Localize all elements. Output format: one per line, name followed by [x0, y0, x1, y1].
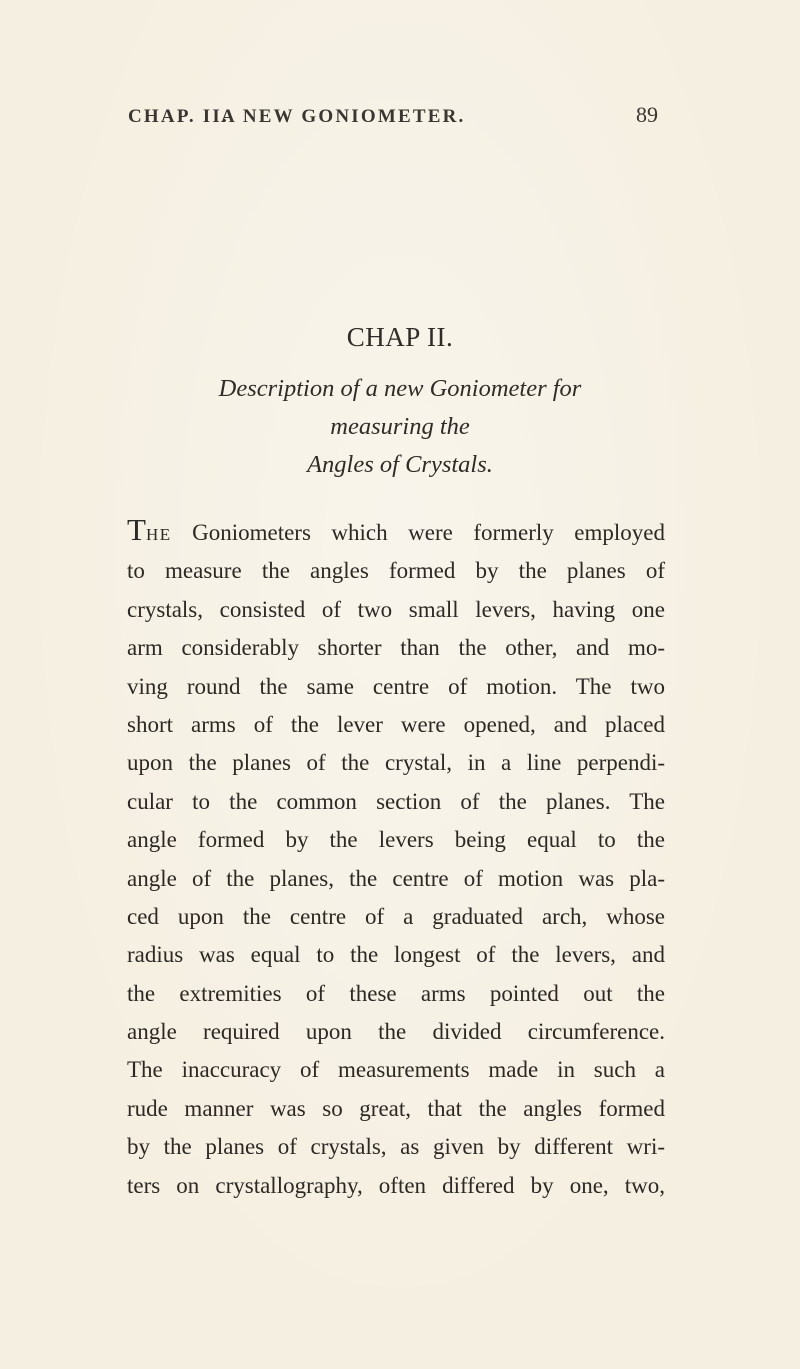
text-line-content: Goniometers which were formerly employed	[171, 520, 665, 545]
text-line	[127, 514, 665, 552]
chapter-subtitle	[180, 370, 620, 484]
text-line: angle of the planes, the centre of motion was pla-	[127, 865, 665, 891]
text-line: by the planes of crystals, as given by different wri-	[127, 1134, 665, 1160]
text-line: ced upon the centre of a graduated arch, whose	[127, 903, 665, 929]
text-line: crystals, consisted of two small levers, having one	[127, 596, 665, 622]
text-line: short arms of the lever were opened, and placed	[127, 711, 665, 737]
text-line: angle formed by the levers being equal to the	[127, 827, 665, 853]
smallcaps-word: HE	[145, 525, 172, 544]
page-number: 89	[636, 102, 658, 127]
text-line: radius was equal to the longest of the levers, and	[127, 942, 665, 968]
text-line: arm considerably shorter than the other, and mo-	[127, 635, 665, 661]
text-line: to measure the angles formed by the planes of	[127, 558, 665, 584]
text-line: The inaccuracy of measurements made in such a	[127, 1057, 665, 1083]
text-line: angle required upon the divided circumference.	[127, 1019, 665, 1045]
text-line: ters on crystallography, often differed by one, two,	[127, 1172, 665, 1198]
subtitle-line-1: Description of a new Goniometer for measuring the	[218, 375, 582, 440]
text-line: rude manner was so great, that the angles formed	[127, 1095, 665, 1121]
text-line: cular to the common section of the planes. The	[127, 788, 665, 814]
text-line: ving round the same centre of motion. The two	[127, 673, 665, 699]
text-line: upon the planes of the crystal, in a line perpendi-	[127, 750, 665, 776]
chapter-heading: CHAP II.	[346, 322, 454, 352]
text-line: the extremities of these arms pointed out the	[127, 980, 665, 1006]
body-paragraph	[127, 514, 665, 1205]
running-head-title: A NEW GONIOMETER.	[221, 106, 466, 127]
drop-cap: T	[127, 512, 146, 547]
running-head	[128, 102, 658, 134]
running-head-chapter: CHAP. II.	[128, 106, 229, 127]
subtitle-line-2: Angles of Crystals.	[307, 451, 493, 478]
